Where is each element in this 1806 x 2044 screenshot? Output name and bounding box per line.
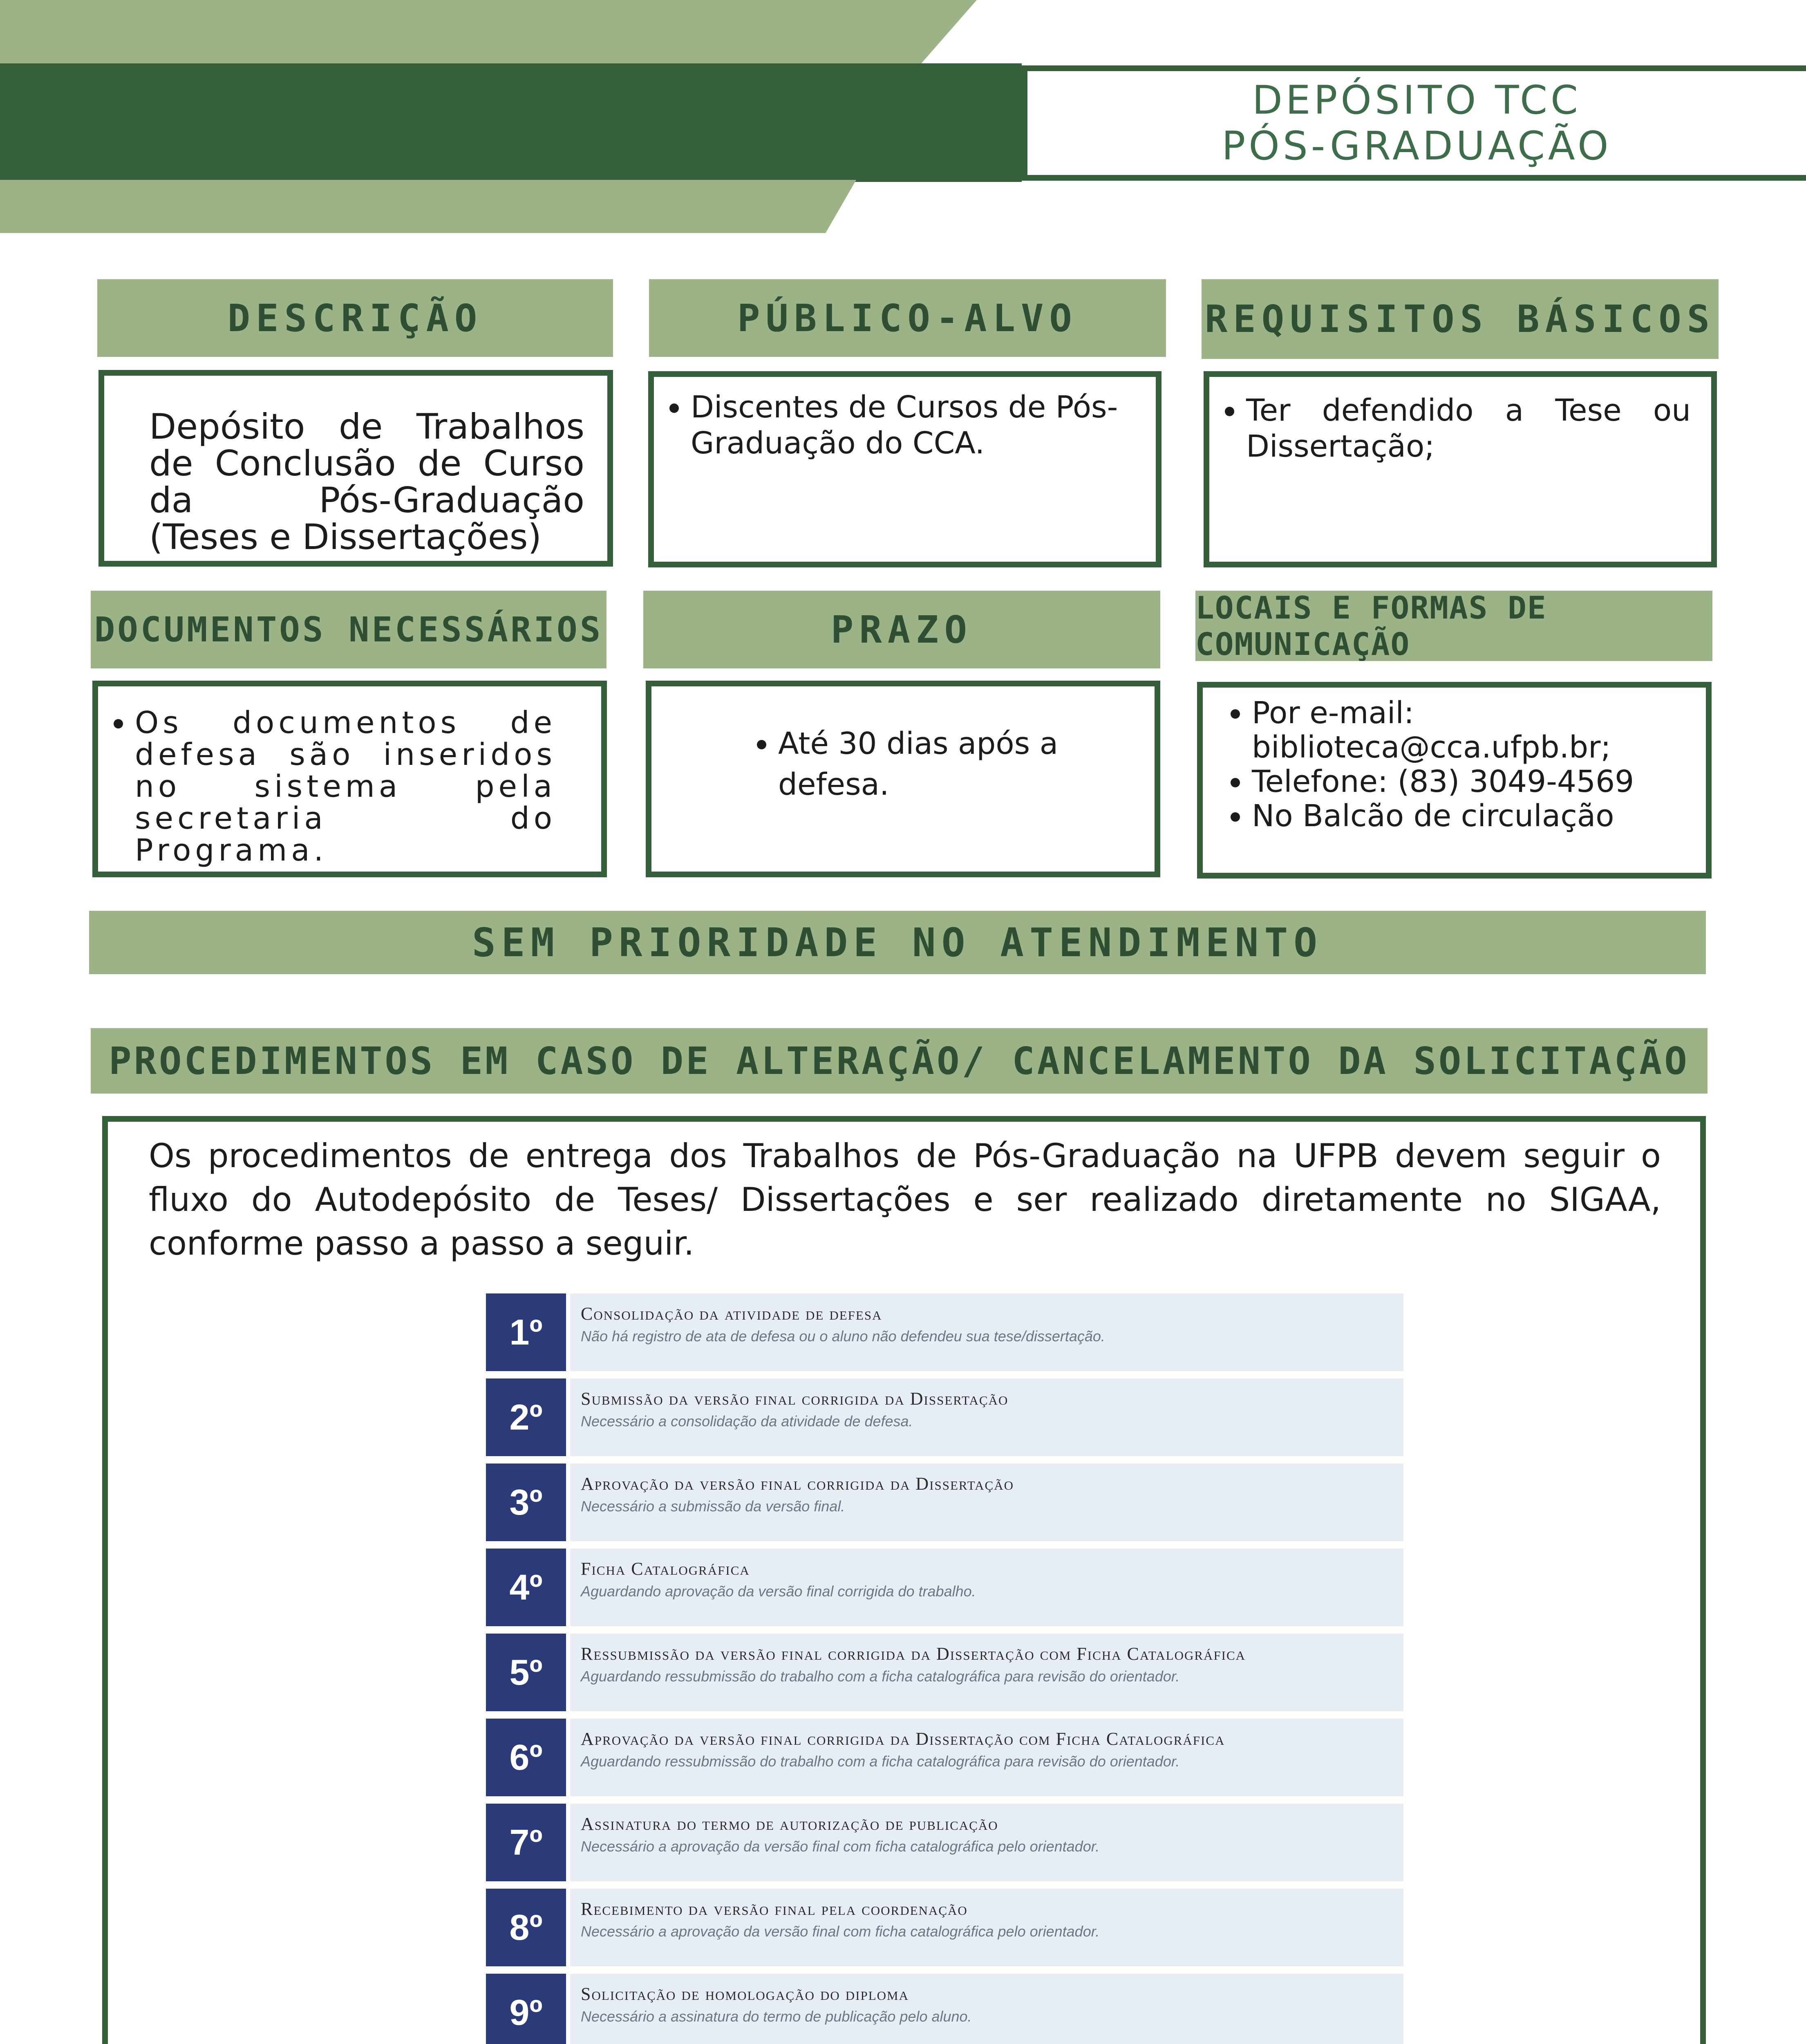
requisitos-list bbox=[1209, 392, 1691, 464]
step-number: 9º bbox=[486, 1974, 566, 2044]
step-row bbox=[486, 1634, 1403, 1711]
step-subtitle: Necessário a consolidação da atividade de defesa. bbox=[581, 1413, 913, 1430]
descricao-box bbox=[98, 370, 613, 567]
step-title: Submissão da versão final corrigida da Dissertação bbox=[581, 1389, 1009, 1409]
procedures-intro: Os procedimentos de entrega dos Trabalhos de Pós-Graduação na UFPB devem seguir o fluxo do Autodepósito de Teses/ Dissertações e ser realizado diretamente no SIGAA, conforme passo a passo a seguir. bbox=[149, 1137, 1661, 1262]
header-title-box bbox=[1022, 65, 1806, 181]
step-number: 5º bbox=[486, 1634, 566, 1711]
publico-item: • Discentes de Cursos de Pós-Graduação do CCA. bbox=[691, 389, 1131, 461]
step-number: 3º bbox=[486, 1464, 566, 1541]
step-number: 8º bbox=[486, 1889, 566, 1966]
step-row bbox=[486, 1549, 1403, 1626]
step-body bbox=[566, 1549, 1403, 1626]
step-number: 1º bbox=[486, 1293, 566, 1371]
step-body bbox=[566, 1974, 1403, 2044]
step-subtitle: Aguardando aprovação da versão final corrigida do trabalho. bbox=[581, 1583, 976, 1600]
step-row bbox=[486, 1719, 1403, 1796]
documentos-list bbox=[98, 707, 556, 866]
locais-item-counter: • No Balcão de circulação bbox=[1252, 799, 1694, 833]
locais-heading: LOCAIS E FORMAS DE COMUNICAÇÃO bbox=[1195, 591, 1712, 661]
prazo-item: • Até 30 dias após a defesa. bbox=[778, 723, 1073, 805]
prazo-list bbox=[745, 723, 1073, 805]
step-title: Assinatura do termo de autorização de publicação bbox=[581, 1814, 998, 1834]
documentos-item: • Os documentos de defesa são inseridos no sistema pela secretaria do Programa. bbox=[135, 707, 556, 866]
step-body bbox=[566, 1719, 1403, 1796]
step-row bbox=[486, 1464, 1403, 1541]
requisitos-item: • Ter defendido a Tese ou Dissertação; bbox=[1246, 392, 1691, 464]
step-body bbox=[566, 1293, 1403, 1371]
procedures-heading: PROCEDIMENTOS EM CASO DE ALTERAÇÃO/ CANCELAMENTO DA SOLICITAÇÃO bbox=[91, 1028, 1708, 1094]
publico-heading: PÚBLICO-ALVO bbox=[649, 279, 1166, 357]
step-body bbox=[566, 1804, 1403, 1881]
descricao-heading: DESCRIÇÃO bbox=[97, 279, 613, 357]
step-title: Recebimento da versão final pela coordenação bbox=[581, 1899, 968, 1919]
requisitos-heading: REQUISITOS BÁSICOS bbox=[1202, 279, 1719, 359]
locais-item-email: • Por e-mail: biblioteca@cca.ufpb.br; bbox=[1252, 696, 1694, 764]
step-row bbox=[486, 1974, 1403, 2044]
step-subtitle: Aguardando ressubmissão do trabalho com a ficha catalográfica para revisão do orientador. bbox=[581, 1753, 1180, 1770]
step-body bbox=[566, 1889, 1403, 1966]
prazo-heading: PRAZO bbox=[643, 591, 1160, 668]
step-title: Aprovação da versão final corrigida da Dissertação bbox=[581, 1474, 1014, 1494]
step-row bbox=[486, 1378, 1403, 1456]
prazo-box bbox=[646, 681, 1160, 877]
publico-list bbox=[654, 389, 1131, 461]
step-row bbox=[486, 1889, 1403, 1966]
step-body bbox=[566, 1464, 1403, 1541]
locais-box bbox=[1197, 682, 1712, 879]
steps-figure bbox=[486, 1293, 1403, 2044]
priority-banner: SEM PRIORIDADE NO ATENDIMENTO bbox=[89, 911, 1706, 974]
requisitos-box bbox=[1204, 371, 1717, 567]
header-title-line2: PÓS-GRADUAÇÃO bbox=[1222, 123, 1612, 169]
steps-list bbox=[486, 1293, 1403, 2044]
step-subtitle: Necessário a aprovação da versão final com ficha catalográfica pelo orientador. bbox=[581, 1923, 1100, 1940]
step-title: Solicitação de homologação do diploma bbox=[581, 1984, 909, 2004]
documentos-box bbox=[92, 681, 607, 877]
step-number: 7º bbox=[486, 1804, 566, 1881]
locais-item-phone: • Telefone: (83) 3049-4569 bbox=[1252, 764, 1694, 799]
header-title-line1: DEPÓSITO TCC bbox=[1252, 77, 1582, 123]
step-number: 2º bbox=[486, 1378, 566, 1456]
step-subtitle: Necessário a assinatura do termo de publicação pelo aluno. bbox=[581, 2008, 972, 2025]
step-title: Aprovação da versão final corrigida da Dissertação com Ficha Catalográfica bbox=[581, 1729, 1225, 1749]
step-row bbox=[486, 1804, 1403, 1881]
step-subtitle: Necessário a submissão da versão final. bbox=[581, 1498, 845, 1515]
procedures-box bbox=[102, 1116, 1706, 2044]
step-number: 6º bbox=[486, 1719, 566, 1796]
step-subtitle: Necessário a aprovação da versão final com ficha catalográfica pelo orientador. bbox=[581, 1838, 1100, 1855]
locais-list bbox=[1203, 696, 1694, 833]
step-title: Ficha Catalográfica bbox=[581, 1559, 750, 1579]
descricao-text: Depósito de Trabalhos de Conclusão de Curso da Pós-Graduação (Teses e Dissertações) bbox=[149, 406, 584, 558]
step-body bbox=[566, 1634, 1403, 1711]
step-row bbox=[486, 1293, 1403, 1371]
step-body bbox=[566, 1378, 1403, 1456]
step-subtitle: Aguardando ressubmissão do trabalho com a ficha catalográfica para revisão do orientador. bbox=[581, 1668, 1180, 1685]
documentos-heading: DOCUMENTOS NECESSÁRIOS bbox=[91, 591, 606, 668]
step-title: Ressubmissão da versão final corrigida da Dissertação com Ficha Catalográfica bbox=[581, 1644, 1246, 1664]
publico-box bbox=[648, 371, 1161, 567]
step-subtitle: Não há registro de ata de defesa ou o aluno não defendeu sua tese/dissertação. bbox=[581, 1328, 1105, 1345]
step-title: Consolidação da atividade de defesa bbox=[581, 1304, 882, 1324]
step-number: 4º bbox=[486, 1549, 566, 1626]
